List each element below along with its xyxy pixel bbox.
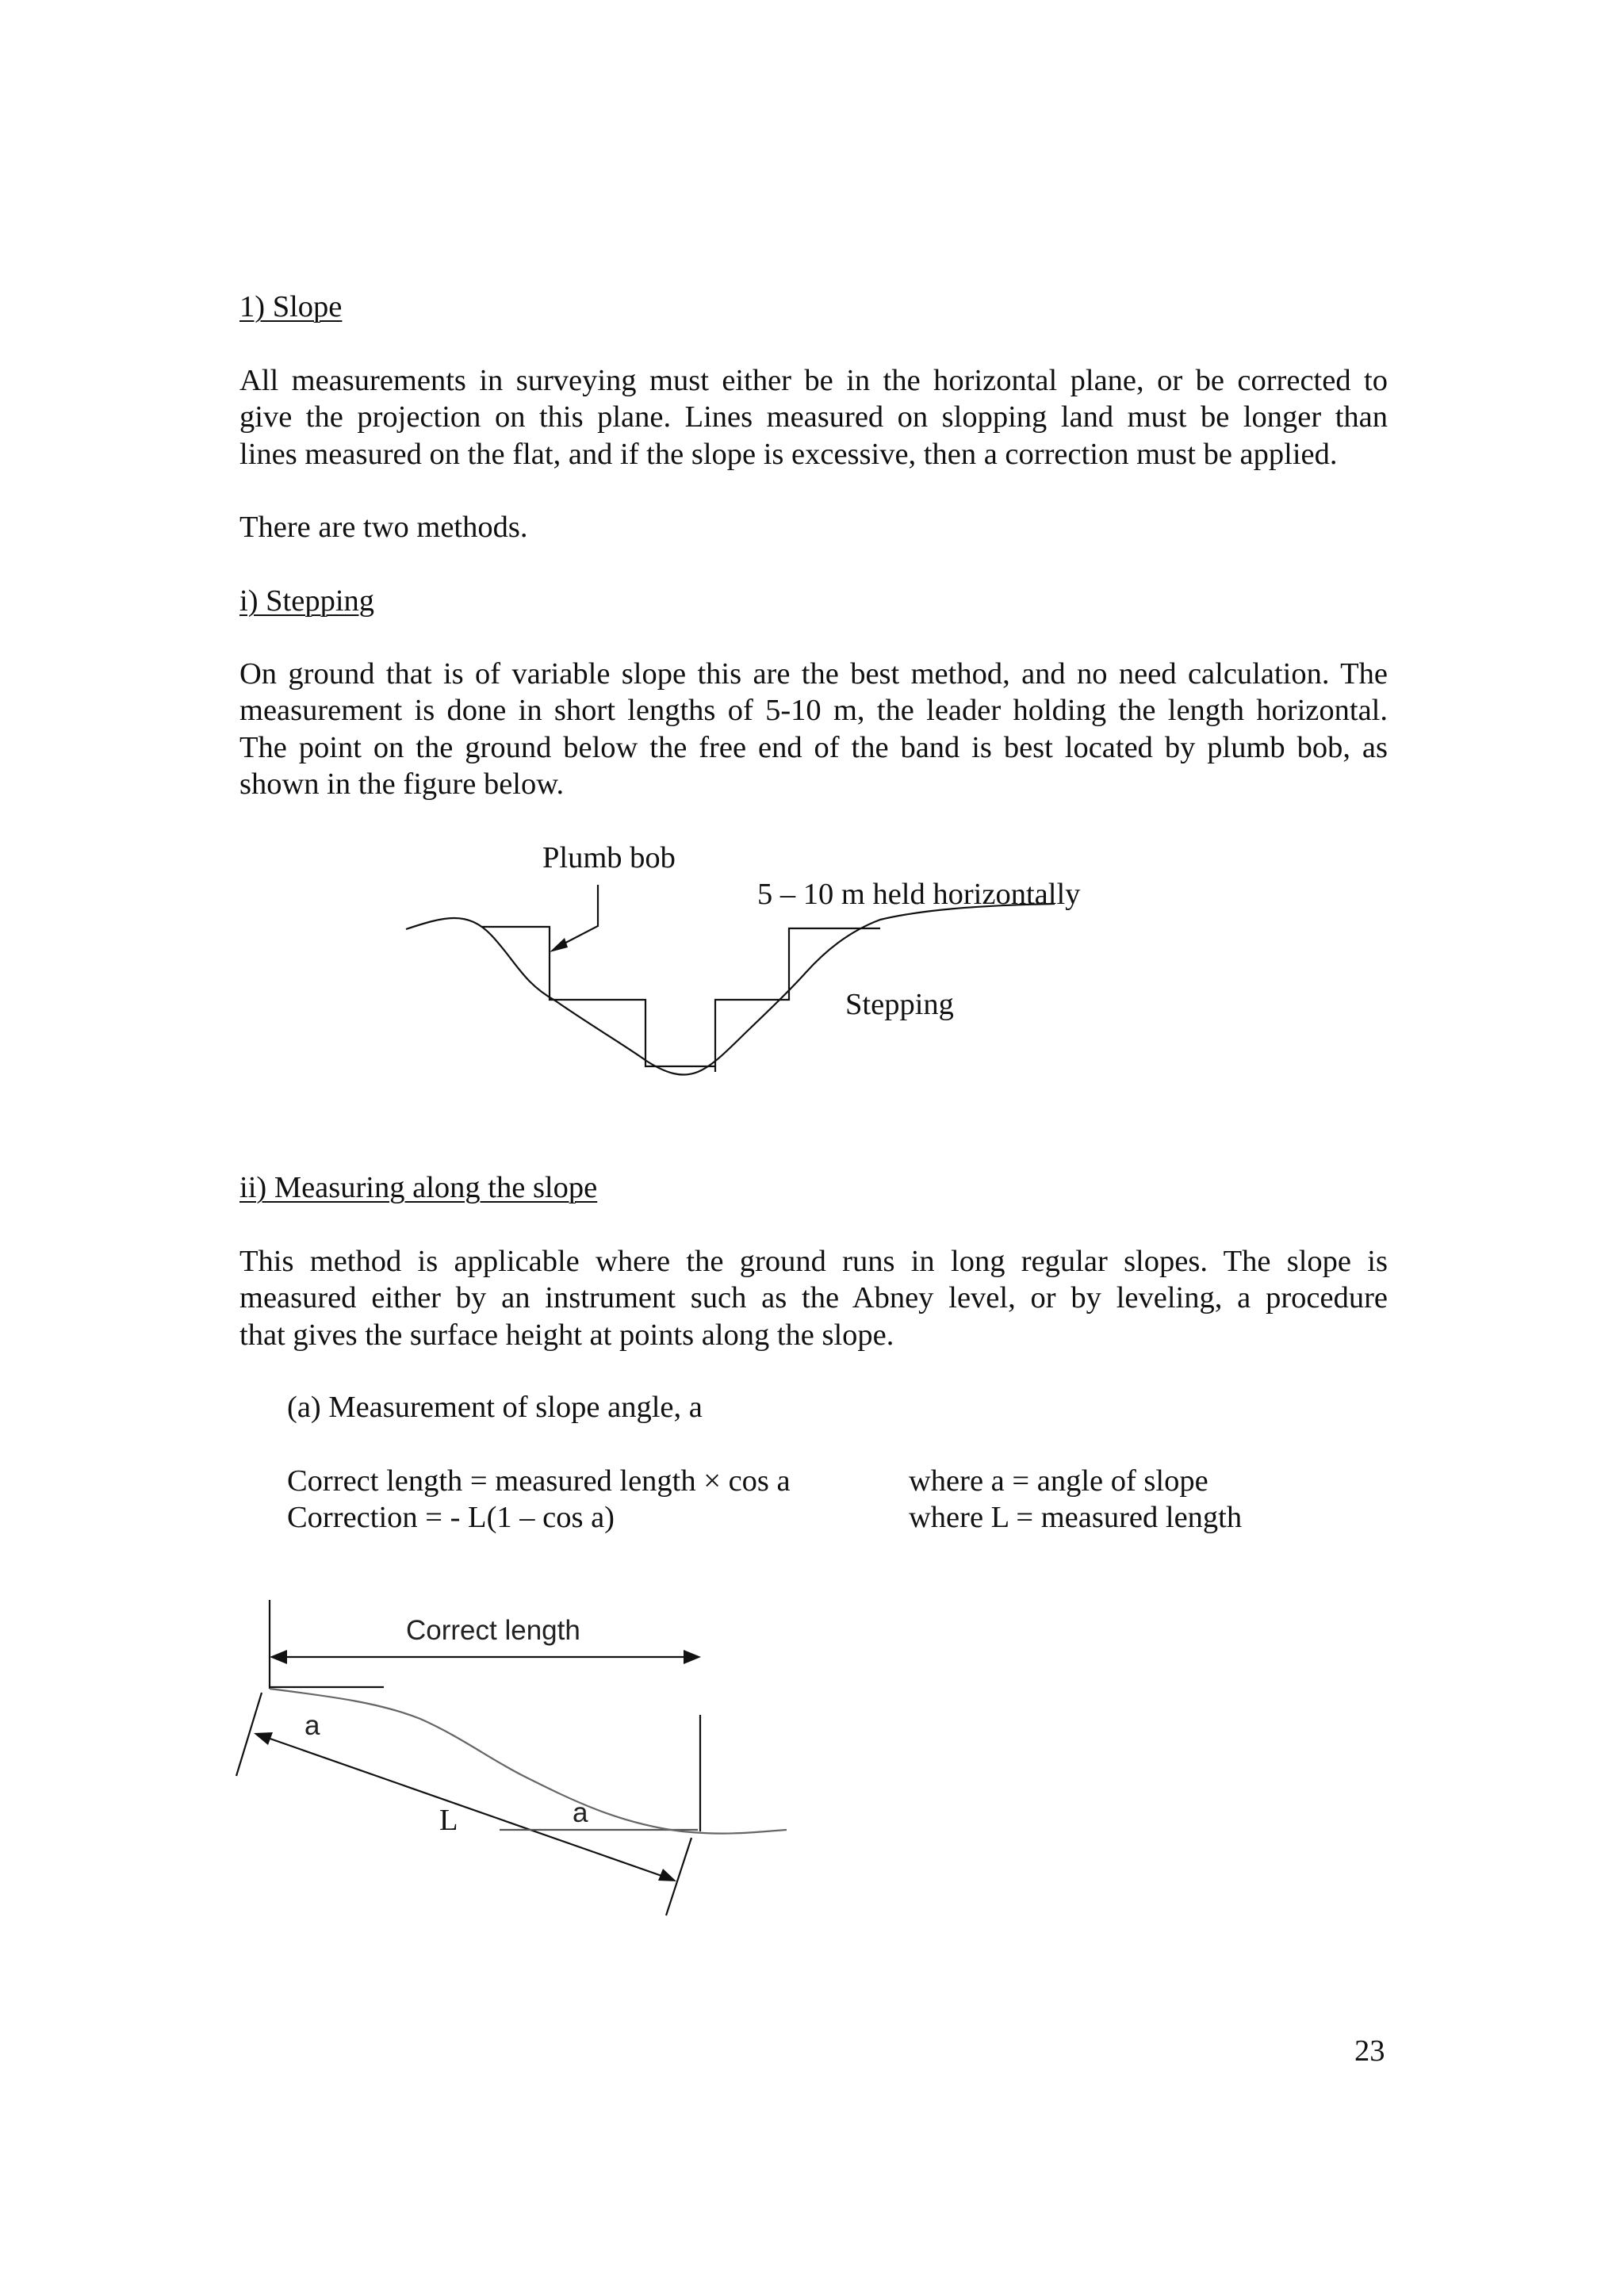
item-a-slope-angle: (a) Measurement of slope angle, a	[287, 1391, 703, 1424]
paragraph-line: This method is applicable where the ground runs in long regular slopes. The slope is	[239, 1245, 1388, 1278]
step-lines-left	[482, 927, 715, 1072]
where-L: where L = measured length	[909, 1501, 1243, 1534]
label-a-bottom: a	[573, 1797, 588, 1828]
paragraph-line: All measurements in surveying must either be in the horizontal plane, or be corrected to	[239, 364, 1388, 397]
page-number: 23	[1354, 2034, 1385, 2068]
correct-length-arrow-right	[684, 1650, 701, 1664]
paragraph-slope	[239, 362, 1388, 473]
paragraph-line: measurement is done in short lengths of 5-10 m, the leader holding the length horizontal.	[239, 694, 1388, 728]
where-a: where a = angle of slope	[909, 1464, 1208, 1498]
heading-slope: 1) Slope	[239, 290, 343, 323]
label-plumb-bob: Plumb bob	[542, 841, 676, 874]
measured-length-arrow-end	[658, 1869, 676, 1881]
measured-length-line	[263, 1736, 666, 1877]
paragraph-line: that gives the surface height at points along the slope.	[239, 1318, 894, 1352]
left-tick	[236, 1693, 262, 1776]
plumb-bob-arrowhead	[550, 938, 568, 952]
ground-slope-profile	[270, 1689, 787, 1834]
plumb-bob-leader	[555, 885, 598, 948]
ground-profile	[406, 904, 1055, 1075]
heading-measuring-along-slope: ii) Measuring along the slope	[239, 1171, 598, 1204]
label-stepping: Stepping	[845, 988, 954, 1021]
paragraph-line: On ground that is of variable slope this are the best method, and no need calculation. The	[239, 657, 1388, 691]
paragraph-along-slope	[239, 1243, 1388, 1353]
correct-length-arrow-left	[270, 1650, 287, 1664]
heading-stepping: i) Stepping	[239, 584, 375, 618]
label-held-horizontally: 5 – 10 m held horizontally	[757, 878, 1081, 911]
paragraph-line: lines measured on the flat, and if the slope is excessive, then a correction must be applied.	[239, 437, 1338, 471]
paragraph-stepping	[239, 656, 1388, 802]
formula-correct-length: Correct length = measured length × cos a	[287, 1464, 791, 1498]
label-a-top: a	[304, 1710, 320, 1741]
step-lines-right	[715, 928, 880, 1066]
paragraph-line: give the projection on this plane. Lines measured on slopping land must be longer than	[239, 400, 1388, 434]
methods-intro: There are two methods.	[239, 511, 528, 544]
measured-length-arrow-start	[254, 1732, 273, 1745]
paragraph-line: measured either by an instrument such as the Abney level, or by leveling, a procedure	[239, 1281, 1388, 1315]
label-correct-length: Correct length	[406, 1615, 580, 1646]
formula-correction: Correction = - L(1 – cos a)	[287, 1501, 615, 1534]
right-tick	[666, 1838, 691, 1915]
paragraph-line: The point on the ground below the free end of the band is best located by plumb bob, as	[239, 730, 1388, 764]
label-L: L	[439, 1804, 458, 1837]
paragraph-line: shown in the figure below.	[239, 767, 565, 801]
